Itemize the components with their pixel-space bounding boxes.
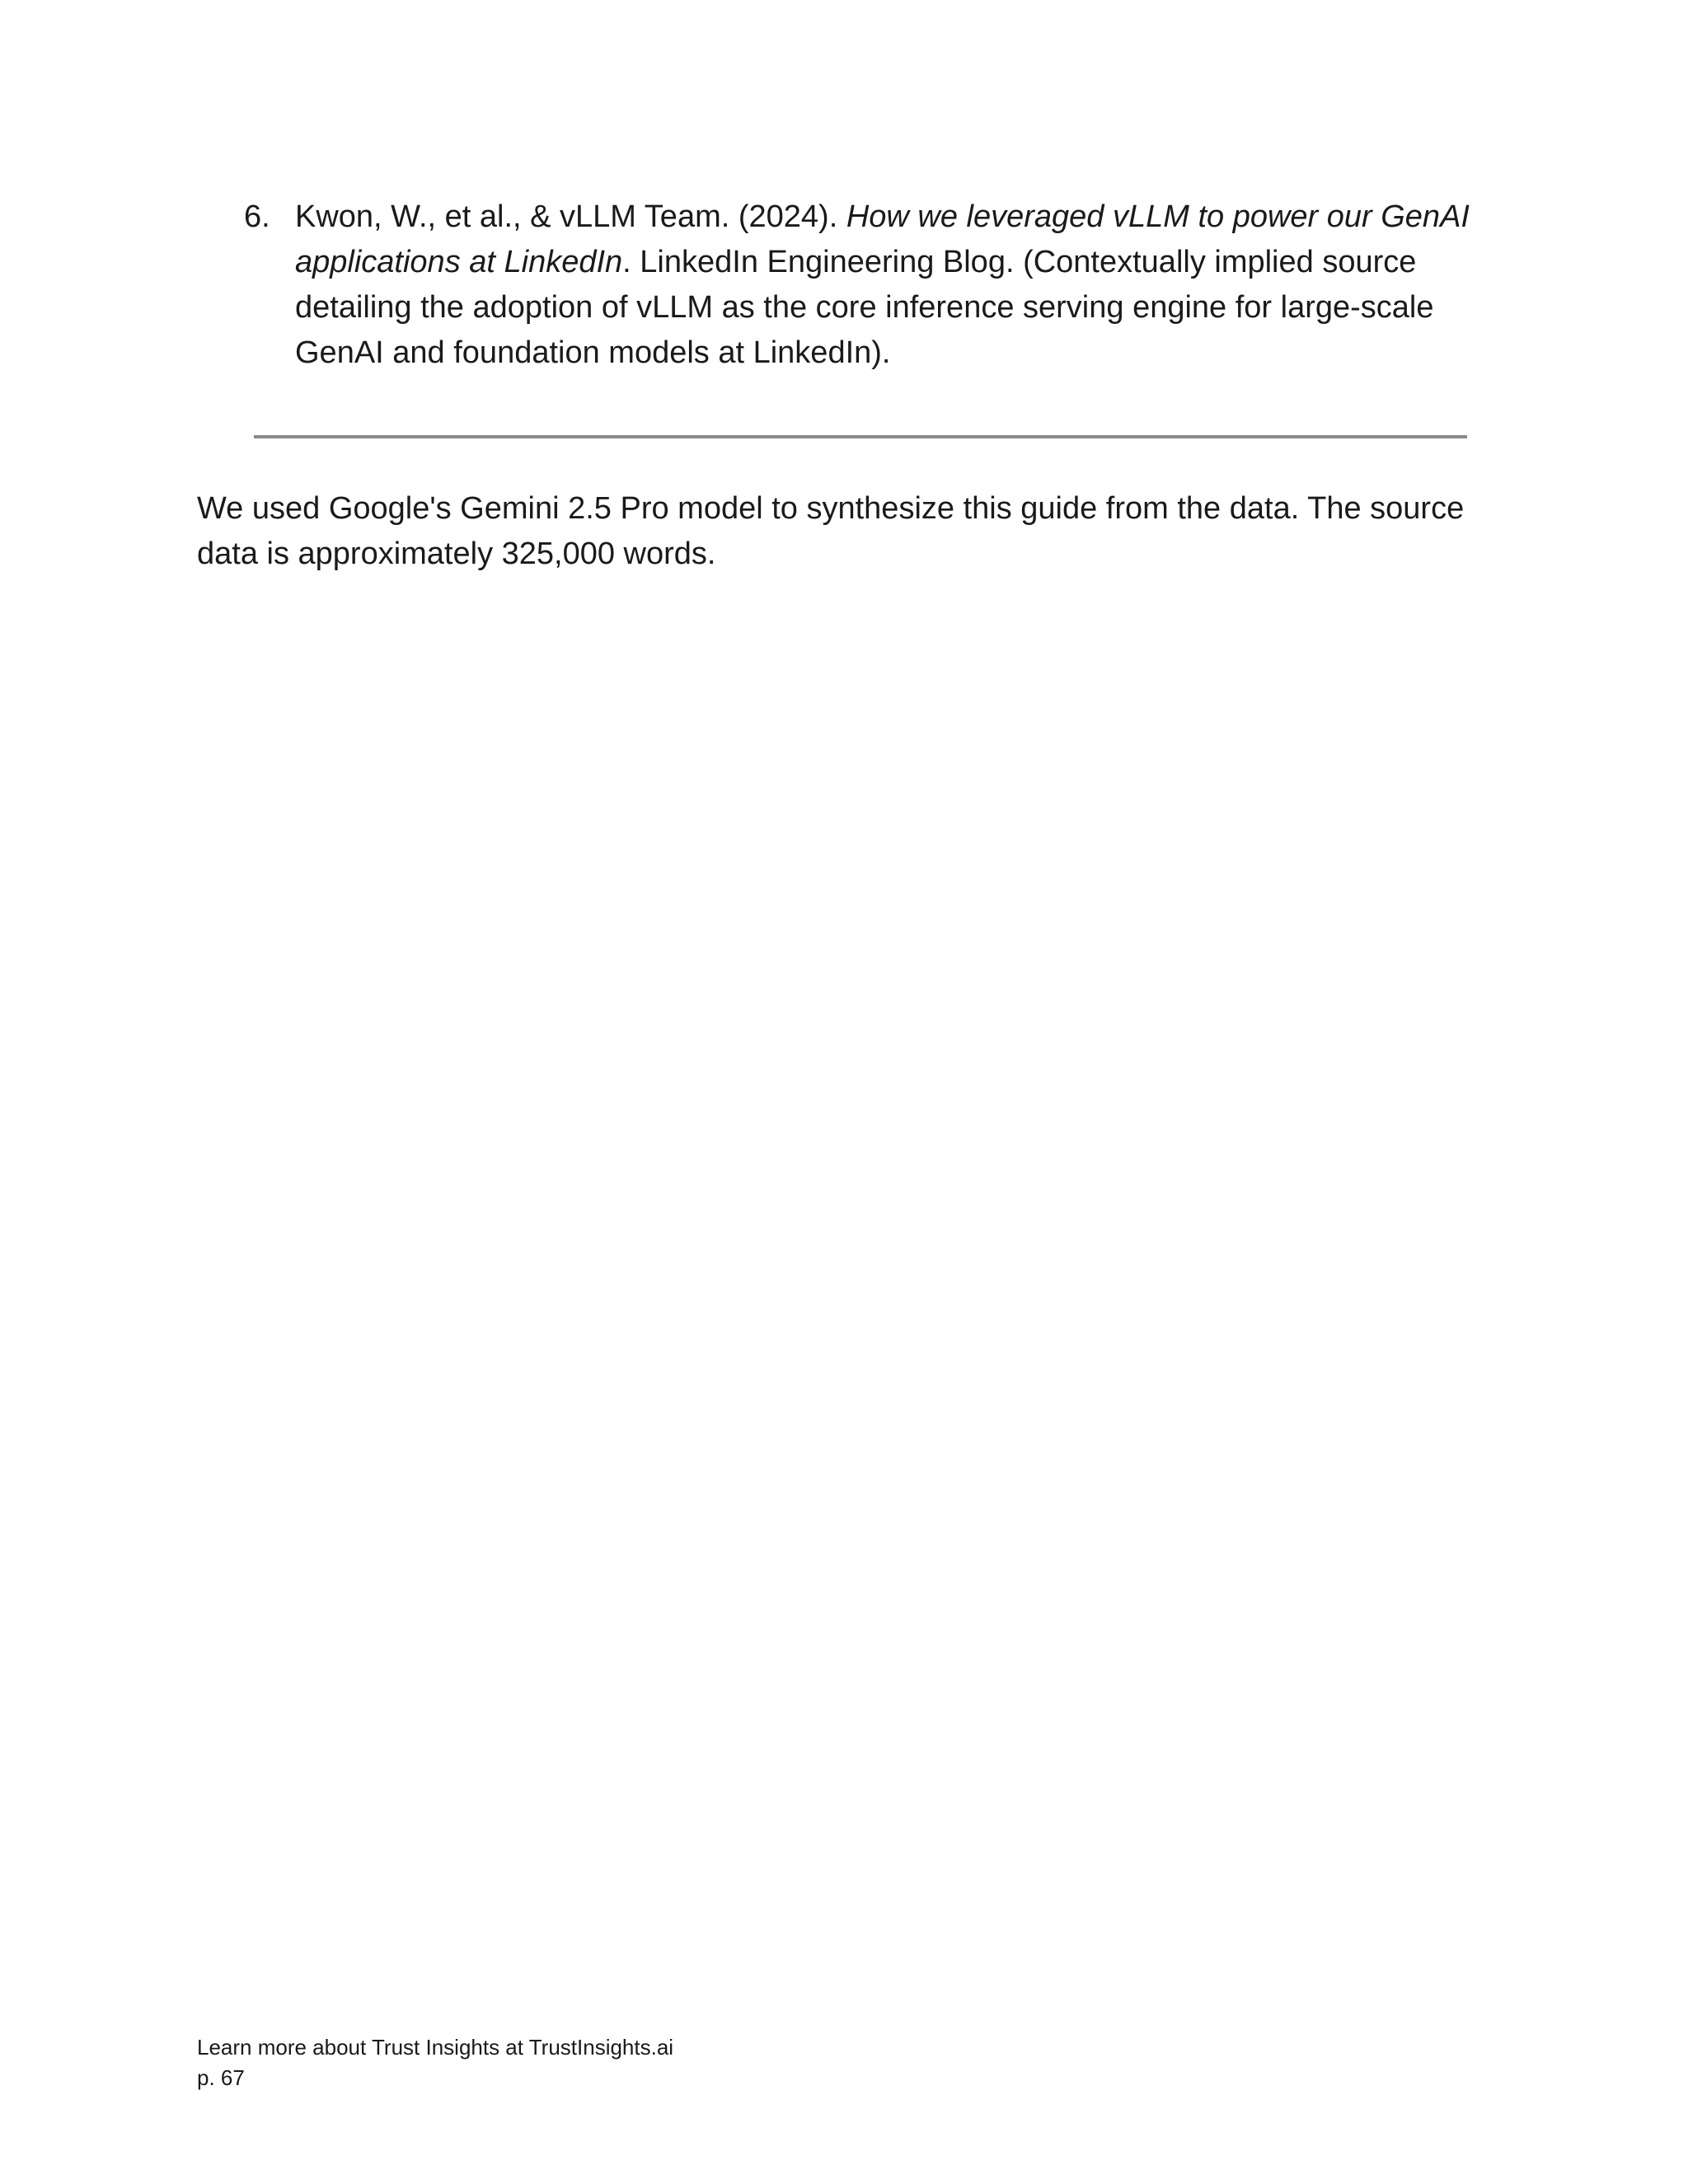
methodology-note: We used Google's Gemini 2.5 Pro model to synthesize this guide from the data. The source data is approximately 325,000 words. xyxy=(197,491,1465,571)
page-number: p. 67 xyxy=(197,2065,245,2090)
reference-title: How we leveraged vLLM to power our GenAI applications at LinkedIn xyxy=(295,199,1470,279)
horizontal-rule xyxy=(254,435,1467,438)
reference-item xyxy=(244,194,1480,376)
reference-number: 6. xyxy=(244,199,270,234)
reference-list xyxy=(244,194,1480,376)
reference-authors: Kwon, W., et al., & vLLM Team. (2024). xyxy=(295,199,846,234)
footer-tagline: Learn more about Trust Insights at TrustInsights.ai xyxy=(197,2035,674,2060)
page-footer xyxy=(197,2032,673,2093)
reference-source: . LinkedIn Engineering Blog. (Contextually implied source detailing the adoption of vLLM as the core inference serving engine for large-scale GenAI and foundation models at LinkedIn). xyxy=(295,245,1434,370)
